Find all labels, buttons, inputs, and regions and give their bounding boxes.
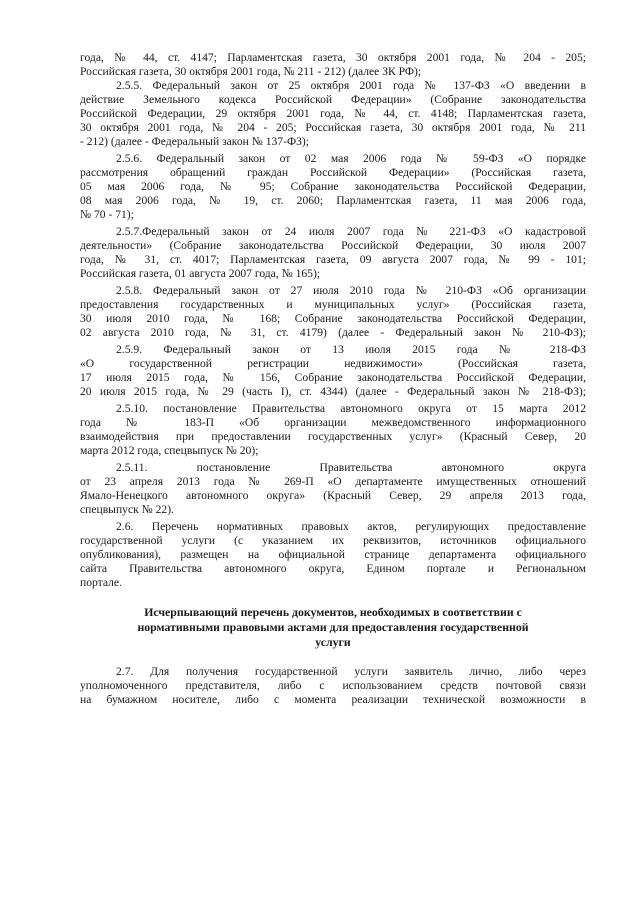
text-line: года, № 31, ст. 4017; Парламентская газета, 09 августа 2007 года, № 99 - 101; — [80, 253, 586, 266]
text-line: 2.5.10. постановление Правительства автономного округа от 15 марта 2012 — [116, 402, 586, 415]
text-line: 2.5.6. Федеральный закон от 02 мая 2006 года № 59-ФЗ «О порядке — [116, 152, 586, 165]
section-heading: услуги — [315, 635, 351, 649]
text-line: 2.5.5. Федеральный закон от 25 октября 2001 года № 137-ФЗ «О введении в — [116, 79, 586, 92]
text-line: 30 июля 2010 года, № 168; Собрание законодательства Российской Федерации, — [80, 312, 586, 325]
text-line: от 23 апреля 2013 года № 269-П «О департаменте имущественных отношений — [80, 475, 586, 488]
text-line: опубликования), размещен на официальной странице департамента официального — [80, 548, 586, 561]
text-line: года, № 44, ст. 4147; Парламентская газета, 30 октября 2001 года, № 204 - 205; — [80, 51, 586, 64]
text-line: портале. — [80, 576, 122, 589]
section-heading: Исчерпывающий перечень документов, необходимых в соответствии с — [144, 605, 522, 619]
text-line: Ямало-Ненецкого автономного округа» (Красный Север, 29 апреля 2013 года, — [80, 489, 586, 502]
text-line: Российской Федерации, 29 октября 2001 года, № 44, ст. 4148; Парламентская газета, — [80, 107, 586, 120]
text-line: рассмотрения обращений граждан Российской Федерации» (Российская газета, — [80, 166, 586, 179]
text-line: Российская газета, 01 августа 2007 года, № 165); — [80, 267, 321, 280]
text-line: 02 августа 2010 года, № 31, ст. 4179) (далее - Федеральный закон № 210-ФЗ); — [80, 326, 586, 339]
text-line: уполномоченного представителя, либо с использованием средств почтовой связи — [80, 679, 586, 692]
text-line: 2.5.8. Федеральный закон от 27 июля 2010 года № 210-ФЗ «Об организации — [116, 284, 586, 297]
text-line: № 70 - 71); — [80, 208, 134, 221]
text-line: 2.6. Перечень нормативных правовых актов, регулирующих предоставление — [116, 520, 586, 533]
text-line: 05 мая 2006 года, № 95; Собрание законодательства Российской Федерации, — [80, 180, 586, 193]
text-line: взаимодействия при предоставлении государственных услуг» (Красный Север, 20 — [80, 430, 586, 443]
text-line: 2.7. Для получения государственной услуги заявитель лично, либо через — [116, 665, 586, 678]
text-line: действие Земельного кодекса Российской Федерации» (Собрание законодательства — [80, 93, 586, 106]
text-line: 2.5.9. Федеральный закон от 13 июля 2015 года № 218-ФЗ — [116, 343, 586, 356]
text-line: 2.5.11. постановление Правительства автономного округа — [116, 461, 586, 474]
text-line: 17 июля 2015 года, № 156, Собрание законодательства Российской Федерации, — [80, 371, 586, 384]
text-line: - 212) (далее - Федеральный закон № 137-ФЗ); — [80, 135, 309, 148]
text-line: «О государственной регистрации недвижимости» (Российская газета, — [80, 357, 586, 370]
text-line: государственной услуги (с указанием их реквизитов, источников официального — [80, 534, 586, 547]
text-line: деятельности» (Собрание законодательства Российской Федерации, 30 июля 2007 — [80, 239, 586, 252]
text-line: сайта Правительства автономного округа, Едином портале и Региональном — [80, 562, 586, 575]
text-line: на бумажном носителе, либо с момента реализации технической возможности в — [80, 693, 586, 706]
text-line: 20 июля 2015 года, № 29 (часть I), ст. 4344) (далее - Федеральный закон № 218-ФЗ); — [80, 385, 586, 398]
text-line: марта 2012 года, спецвыпуск № 20); — [80, 444, 259, 457]
section-heading: нормативными правовыми актами для предоставления государственной — [137, 620, 529, 634]
text-line: 30 октября 2001 года, № 204 - 205; Российская газета, 30 октября 2001 года, № 211 — [80, 121, 586, 134]
text-line: предоставления государственных и муниципальных услуг» (Российская газета, — [80, 298, 586, 311]
text-line: 2.5.7.Федеральный закон от 24 июля 2007 года № 221-ФЗ «О кадастровой — [116, 225, 586, 238]
text-line: 08 мая 2006 года, № 19, ст. 2060; Парламентская газета, 11 мая 2006 года, — [80, 194, 586, 207]
text-line: спецвыпуск № 22). — [80, 503, 174, 516]
text-line: года № 183-П «Об организации межведомственного информационного — [80, 416, 586, 429]
text-line: Российская газета, 30 октября 2001 года, № 211 - 212) (далее ЗК РФ); — [80, 65, 422, 78]
